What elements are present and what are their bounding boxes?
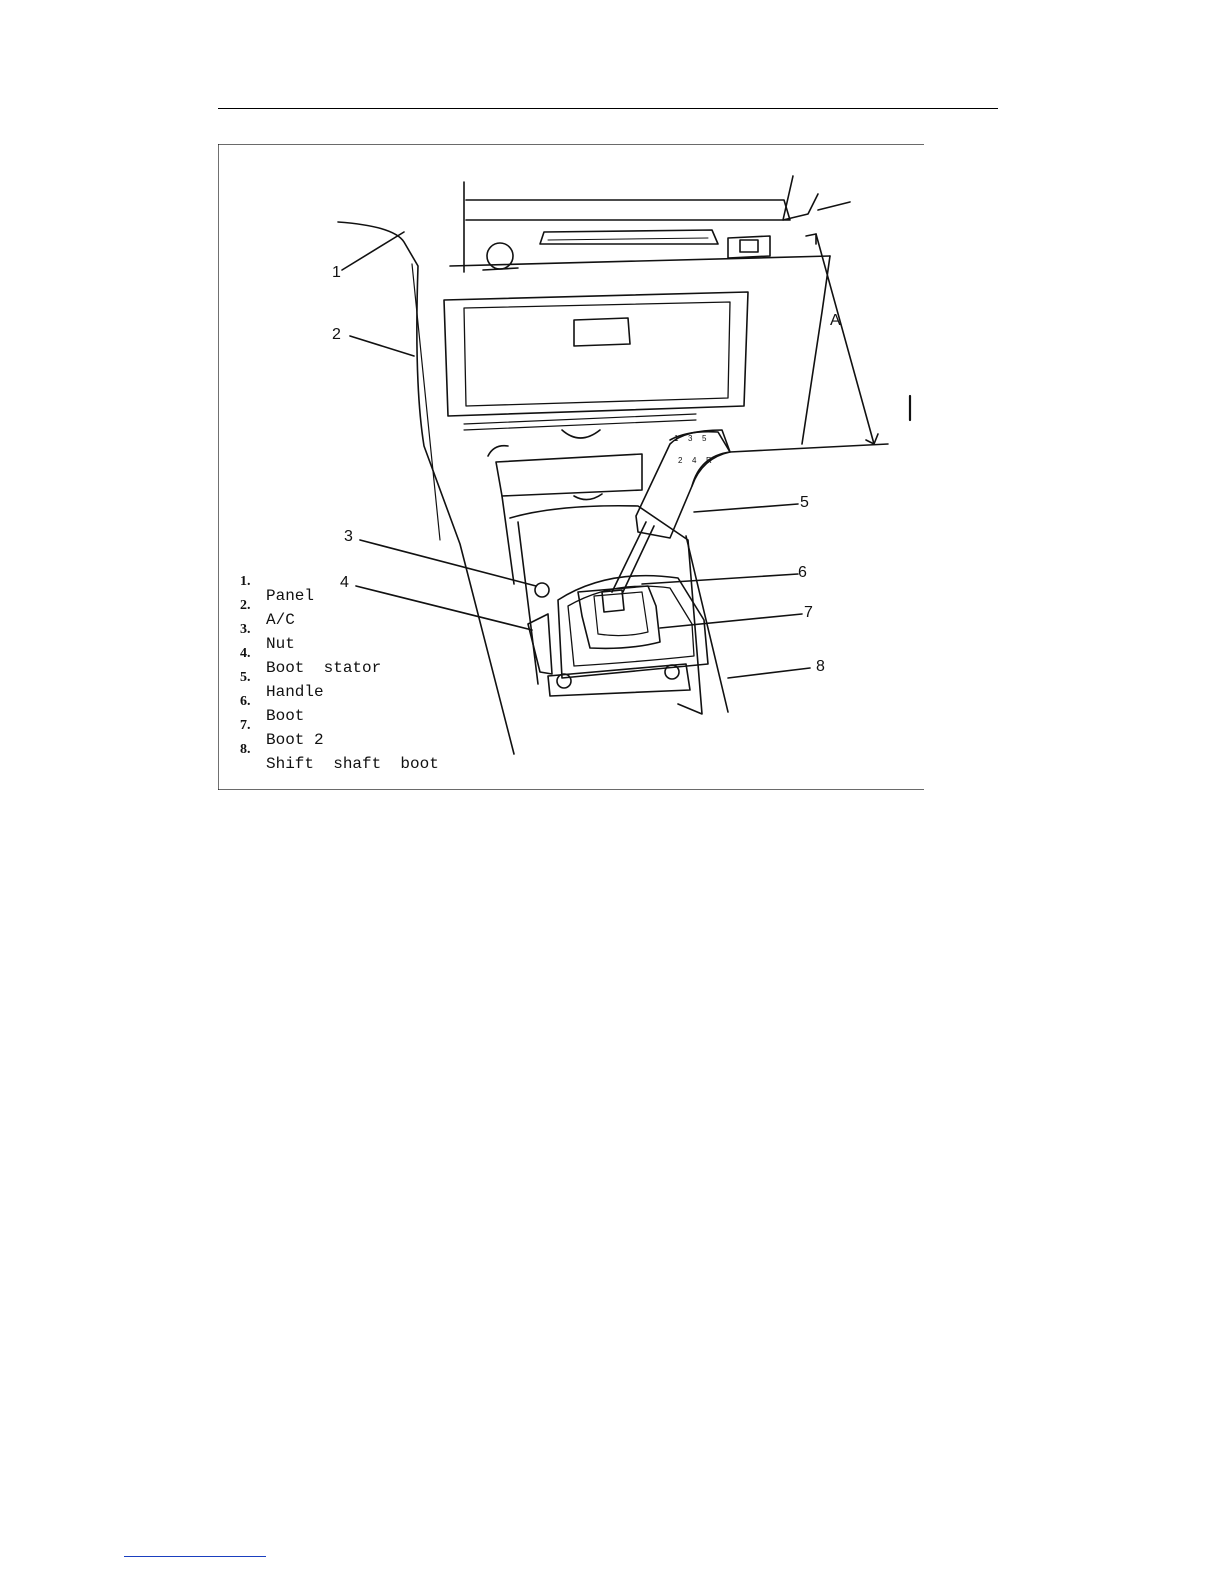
legend-number: 2. xyxy=(240,598,251,613)
header-rule xyxy=(218,108,998,109)
leader-5 xyxy=(694,504,798,512)
callout-2: 2 xyxy=(332,326,341,343)
mounting-plate xyxy=(548,664,690,696)
storage-compartment xyxy=(444,292,748,416)
callout-1: 1 xyxy=(332,264,341,281)
legend-label: Panel xyxy=(266,587,315,605)
console-recess xyxy=(510,506,702,714)
leader-1 xyxy=(342,232,404,270)
boot-base-plate xyxy=(558,576,708,678)
leader-7 xyxy=(660,614,802,628)
dash-top-shelf xyxy=(466,200,790,220)
callout-5: 5 xyxy=(800,494,809,511)
dash-lower-line xyxy=(450,256,830,266)
legend-label: Shift shaft boot xyxy=(266,755,439,773)
callout-7: 7 xyxy=(804,604,813,621)
leader-8 xyxy=(728,668,810,678)
callout-3: 3 xyxy=(344,528,353,545)
shift-pattern-5: 5 xyxy=(702,434,707,443)
legend-label: Boot xyxy=(266,707,305,725)
trim-strips xyxy=(464,414,696,430)
legend-number: 1. xyxy=(240,574,251,589)
legend-number: 8. xyxy=(240,742,251,757)
legend-number: 4. xyxy=(240,646,251,661)
callout-8: 8 xyxy=(816,658,825,675)
console-right-outline xyxy=(802,256,830,444)
center-vent xyxy=(540,230,718,244)
dimension-baseline xyxy=(730,444,888,452)
nut-1 xyxy=(535,583,549,597)
dimension-line xyxy=(816,234,874,444)
leader-2 xyxy=(350,336,414,356)
shift-pattern-1: 1 xyxy=(674,434,679,443)
footer-link-underline[interactable] xyxy=(124,1556,266,1557)
storage-latch xyxy=(574,318,630,346)
dimension-label: A xyxy=(830,312,841,329)
shift-pattern-R: R xyxy=(706,456,712,465)
legend-label: Boot 2 xyxy=(266,731,324,749)
leader-4 xyxy=(356,586,532,630)
tray-slot xyxy=(496,454,642,496)
shifter-diagram-figure xyxy=(218,144,924,790)
legend-number: 3. xyxy=(240,622,251,637)
legend-label: Boot stator xyxy=(266,659,382,677)
legend-label: Nut xyxy=(266,635,295,653)
legend-number: 7. xyxy=(240,718,251,733)
shifter-diagram-drawing xyxy=(218,144,924,790)
nut-2 xyxy=(557,674,571,688)
shift-pattern xyxy=(670,434,726,474)
shift-pattern-2: 2 xyxy=(678,456,683,465)
legend-label: A/C xyxy=(266,611,295,629)
legend-number: 5. xyxy=(240,670,251,685)
leader-6 xyxy=(642,574,798,584)
callout-4: 4 xyxy=(340,574,349,591)
dash-right-trim xyxy=(818,202,850,210)
callout-6: 6 xyxy=(798,564,807,581)
legend-number: 6. xyxy=(240,694,251,709)
dimension-arrow-top xyxy=(806,234,816,244)
boot-stator xyxy=(528,614,552,674)
shift-pattern-4: 4 xyxy=(692,456,697,465)
legend-label: Handle xyxy=(266,683,324,701)
shift-pattern-3: 3 xyxy=(688,434,693,443)
